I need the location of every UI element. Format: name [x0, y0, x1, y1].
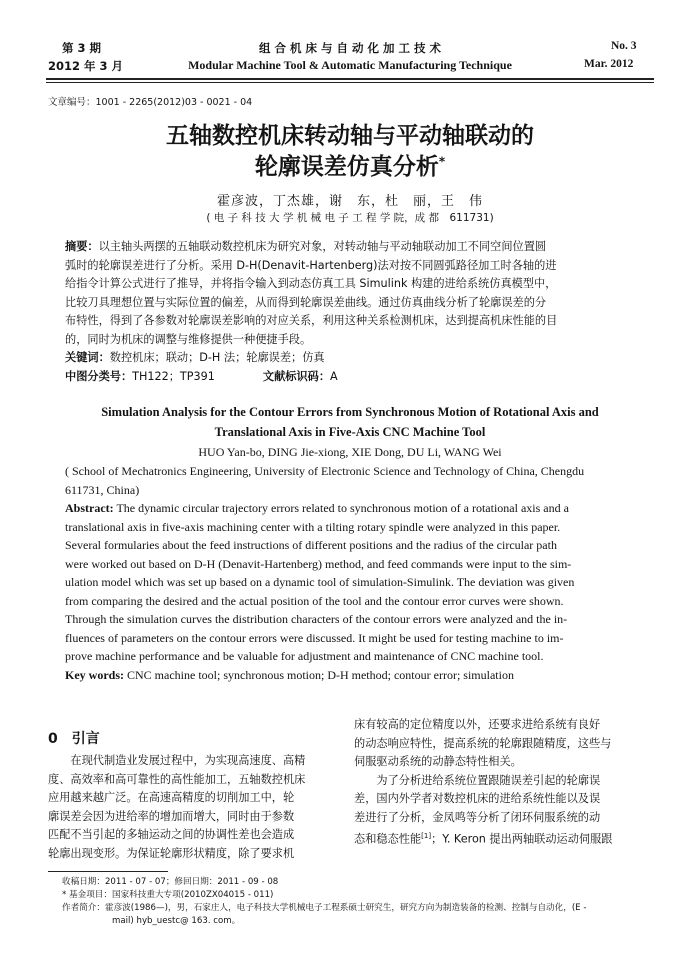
- body-left-column: [48, 752, 338, 863]
- abstract-cn-line: 摘要：以主轴头两摆的五轴联动数控机床为研究对象，对转动轴与平动轴联动加工不同空间位置圆: [65, 240, 547, 253]
- affiliation-en-line: ( School of Mechatronics Engineering, University of Electronic Science and Technology of China, Chengdu: [65, 464, 585, 478]
- abstract-en-line: ulation model which was set up based on a dynamic tool of simulation-Simulink. The deviation was given: [65, 575, 575, 589]
- issue-date-cn: 2012 年 3 月: [48, 59, 124, 73]
- abstract-cn-line: 的，同时为机床的调整与维修提供一种便捷手段。: [65, 332, 312, 346]
- body-line: 的动态响应特性，提高系统的轮廓跟随精度，这些与: [354, 736, 612, 750]
- abstract-en-line: from comparing the desired and the actual position of the tool and the contour error curves were shown.: [65, 593, 564, 608]
- title-en-line-1: Simulation Analysis for the Contour Errors from Synchronous Motion of Rotational Axis and: [101, 405, 599, 419]
- body-line: 为了分析进给系统位置跟随误差引起的轮廓误: [354, 773, 601, 787]
- abstract-cn-line: 弧时的轮廓误差进行了分析。采用 D-H(Denavit-Hartenberg)法对按不同圆弧路径加工时各轴的进: [65, 258, 557, 272]
- issue-date-en: Mar. 2012: [584, 58, 634, 70]
- footnote-author: 作者简介：霍彦波(1986—)，男，石家庄人，电子科技大学机械电子工程系硕士研究生，研究方向为制造装备的检测、控制与自动化，(E -: [62, 903, 587, 913]
- issue-number-cn: 第 3 期: [62, 41, 102, 55]
- footnotes: [62, 876, 657, 928]
- abstract-cn-line: 布特性，得到了各参数对轮廓误差影响的对应关系，利用这种关系检测机床，达到提高机床性能的目: [65, 314, 558, 327]
- abstract-en-line: Through the simulation curves the distribution characters of the contour errors were analyzed and the in-: [65, 612, 568, 626]
- body-line: 度、高效率和高可靠性的高性能加工，五轴数控机床: [48, 772, 306, 786]
- body-line: 在现代制造业发展过程中，为实现高速度、高精: [48, 754, 306, 767]
- article-number: 文章编号：1001 - 2265(2012)03 - 0021 - 04: [48, 97, 253, 108]
- keywords-en: Key words: CNC machine tool; synchronous motion; D-H method; contour error; simulation: [65, 667, 514, 682]
- abstract-en-line: prove machine performance and be valuable for adjustment and maintenance of CNC machine tool.: [65, 649, 544, 663]
- abstract-en: [65, 462, 635, 684]
- body-line: 差进行了分析，金凤鸣等分析了闭环伺服系统的动: [354, 810, 601, 824]
- keywords-cn: 关键词：数控机床；联动；D-H 法；轮廓误差；仿真: [65, 351, 325, 364]
- citation-ref: [1]: [421, 832, 432, 840]
- body-line: 态和稳态性能[1]；Y. Keron 提出两轴联动运动伺服跟: [354, 832, 613, 846]
- header-rule-thin: [46, 82, 654, 83]
- footnote-email: mail) hyb_uestc@ 163. com。: [112, 916, 241, 926]
- authors-en: HUO Yan-bo, DING Jie-xiong, XIE Dong, DU Li, WANG Wei: [198, 445, 502, 459]
- title-cn-line-1: 五轴数控机床转动轴与平动轴联动的: [166, 123, 534, 149]
- header-rule-thick: [46, 78, 654, 80]
- affiliation-cn: ( 电 子 科 技 大 学 机 械 电 子 工 程 学 院，成 都 611731): [206, 212, 494, 224]
- footnote-received: 收稿日期：2011 - 07 - 07；修回日期：2011 - 09 - 08: [62, 877, 279, 887]
- abstract-cn-line: 给指令计算公式进行了推导，并将指令输入到动态仿真工具 Simulink 构建的进给系统仿真模型中，: [65, 277, 557, 290]
- journal-title-cn: 组 合 机 床 与 自 动 化 加 工 技 术: [258, 41, 442, 55]
- abstract-en-line: were worked out based on D-H (Denavit-Hartenberg) method, and feed commands were input to the sim-: [65, 556, 572, 571]
- body-line: 差，国内外学者对数控机床的进给系统性能以及误: [354, 792, 601, 805]
- body-line: 伺服驱动系统的动静态特性相关。: [354, 755, 522, 768]
- title-footnote-mark: *: [438, 154, 446, 169]
- abstract-en-line: Several formularies about the feed instructions of different positions and the radius of the circular path: [65, 538, 557, 552]
- body-line: 匹配不当引起的多轴运动之间的协调性差也会造成: [48, 828, 295, 841]
- classification-line: 中图分类号：TH122；TP391 文献标识码：A: [65, 369, 338, 383]
- abstract-en-line: Abstract: The dynamic circular trajectory errors related to synchronous motion of a rotational axis and a: [65, 501, 569, 515]
- abstract-cn: [65, 238, 635, 386]
- affiliation-en-line: 611731, China): [65, 482, 140, 497]
- body-line: 轮廓出现变形。为保证轮廓形状精度，除了要求机: [48, 846, 295, 860]
- footnote-fund: * 基金项目：国家科技重大专项(2010ZX04015 - 011): [62, 890, 274, 900]
- section-heading: 0 引言: [48, 731, 100, 747]
- footnote-rule: [48, 871, 168, 872]
- title-en-line-2: Translational Axis in Five-Axis CNC Machine Tool: [214, 425, 486, 439]
- abstract-en-line: fluences of parameters on the contour errors were discussed. It might be used for testing machine to im-: [65, 630, 564, 645]
- body-line: 廓误差会因为进给率的增加而增大，同时由于参数: [48, 809, 295, 823]
- title-cn-line-2: 轮廓误差仿真分析*: [254, 154, 446, 180]
- journal-title-en: Modular Machine Tool & Automatic Manufacturing Technique: [188, 58, 512, 72]
- authors-cn: 霍彦波，丁杰雄，谢 东，杜 丽，王 伟: [216, 194, 483, 209]
- body-right-column: [354, 716, 654, 846]
- abstract-en-line: translational axis in five-axis machining center with a tilting rotary spindle were analyzed in this paper.: [65, 519, 561, 534]
- abstract-cn-line: 比较刀具理想位置与实际位置的偏差，从而得到轮廓误差曲线。通过仿真曲线分析了轮廓误差的分: [65, 295, 547, 309]
- issue-no-en: No. 3: [611, 40, 637, 52]
- body-line: 床有较高的定位精度以外，还要求进给系统有良好: [354, 718, 601, 731]
- body-line: 应用越来越广泛。在高速高精度的切削加工中，轮: [48, 791, 295, 804]
